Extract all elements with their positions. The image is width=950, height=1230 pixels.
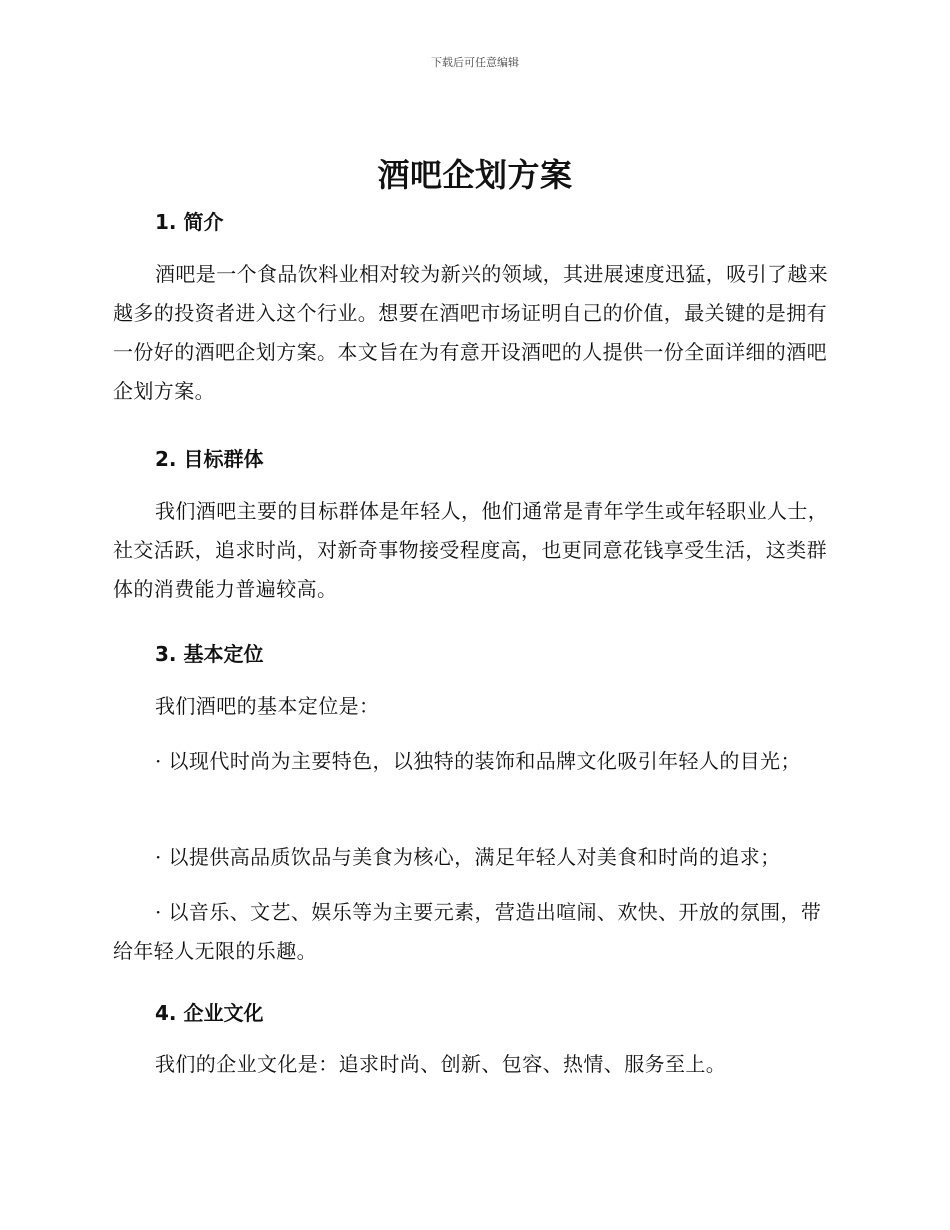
bullet-positioning-quality: · 以提供高品质饮品与美食为核心，满足年轻人对美食和时尚的追求； [155,845,781,869]
paragraph-positioning-intro: 我们酒吧的基本定位是： [155,694,380,718]
section-heading-positioning: 3. 基本定位 [155,642,264,666]
section-heading-intro: 1. 简介 [155,210,224,234]
paragraph-culture: 我们的企业文化是：追求时尚、创新、包容、热情、服务至上。 [155,1052,727,1076]
section-heading-target-group: 2. 目标群体 [155,447,264,471]
header-note: 下载后可任意编辑 [431,56,519,69]
paragraph-target-group: 我们酒吧主要的目标群体是年轻人，他们通常是青年学生或年轻职业人士，社交活跃，追求时尚，对新奇事物接受程度高，也更同意花钱享受生活，这类群体的消费能力普遍较高。 [113,499,829,601]
document-title: 酒吧企划方案 [377,156,573,194]
bullet-positioning-style: · 以现代时尚为主要特色，以独特的装饰和品牌文化吸引年轻人的目光； [155,749,801,773]
paragraph-intro: 酒吧是一个食品饮料业相对较为新兴的领域，其进展速度迅猛，吸引了越来越多的投资者进入这个行业。想要在酒吧市场证明自己的价值，最关键的是拥有一份好的酒吧企划方案。本文旨在为有意开设酒吧的人提供一份全面详细的酒吧企划方案。 [113,262,829,403]
section-heading-culture: 4. 企业文化 [155,1001,264,1025]
bullet-positioning-atmosphere: · 以音乐、文艺、娱乐等为主要元素，营造出喧闹、欢快、开放的氛围，带给年轻人无限的乐趣。 [113,900,822,963]
